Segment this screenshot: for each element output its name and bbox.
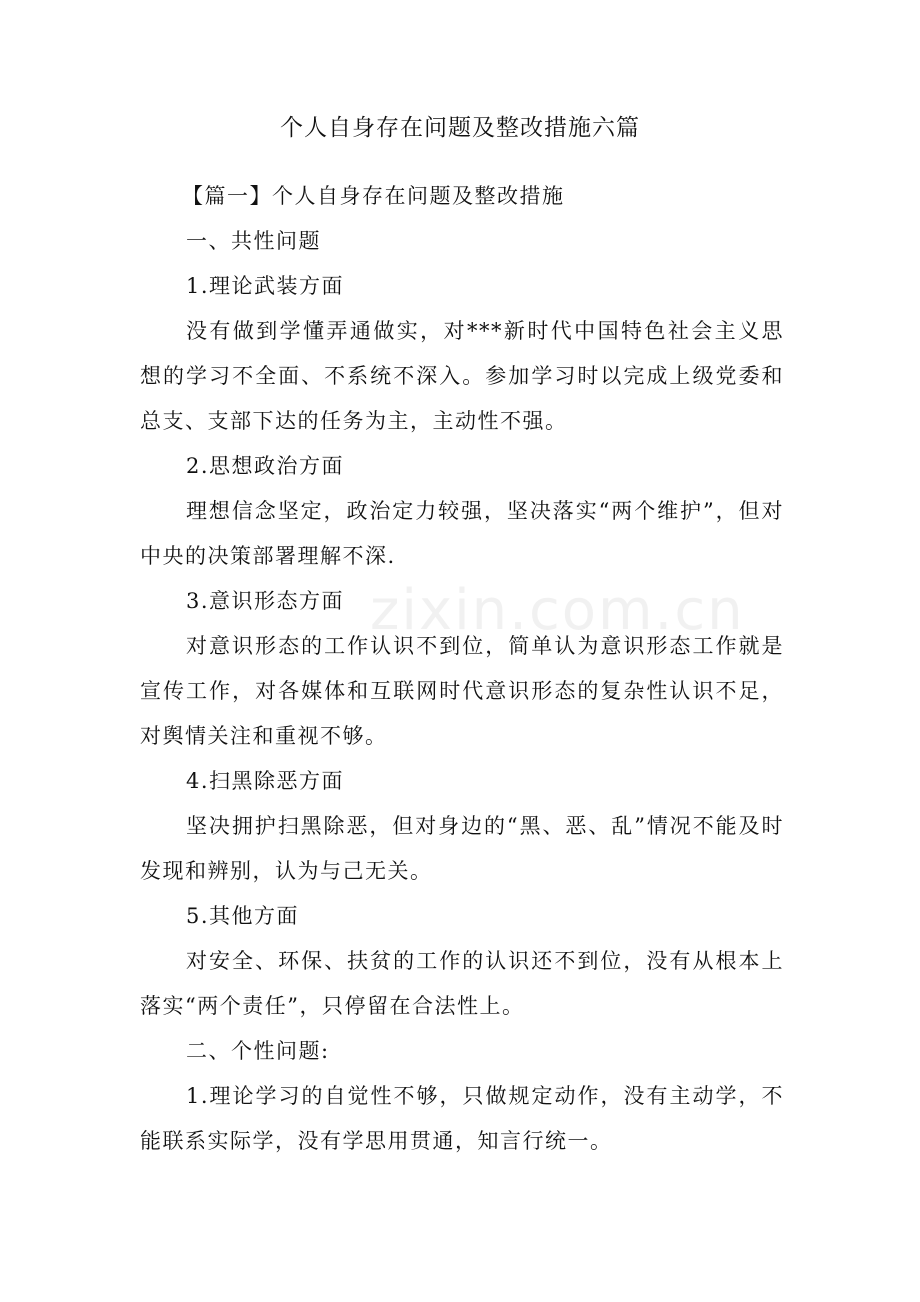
part2-paragraph-1: 1.理论学习的自觉性不够，只做规定动作，没有主动学，不能联系实际学，没有学思用贯通，知言行统一。 bbox=[140, 1084, 784, 1153]
watermark-text: zixin.com.cn bbox=[370, 578, 745, 643]
section-heading: 【篇一】个人自身存在问题及整改措施 bbox=[182, 184, 565, 208]
item-heading-4: 4.扫黑除恶方面 bbox=[186, 769, 345, 793]
item-paragraph-3: 对意识形态的工作认识不到位，简单认为意识形态工作就是宣传工作，对各媒体和互联网时代意识形态的复杂性认识不足，对舆情关注和重视不够。 bbox=[140, 634, 784, 748]
item-heading-1: 1.理论武装方面 bbox=[186, 274, 345, 298]
item-heading-3: 3.意识形态方面 bbox=[186, 589, 345, 613]
item-heading-2: 2.思想政治方面 bbox=[186, 454, 345, 478]
item-paragraph-2: 理想信念坚定，政治定力较强，坚决落实“两个维护”，但对中央的决策部署理解不深. bbox=[140, 499, 784, 568]
item-paragraph-4: 坚决拥护扫黑除恶，但对身边的“黑、恶、乱”情况不能及时发现和辨别，认为与己无关。 bbox=[140, 814, 784, 883]
part1-heading: 一、共性问题 bbox=[186, 229, 321, 253]
item-heading-5: 5.其他方面 bbox=[186, 904, 300, 928]
document-body bbox=[140, 174, 784, 1164]
item-paragraph-5: 对安全、环保、扶贫的工作的认识还不到位，没有从根本上落实“两个责任”，只停留在合法性上。 bbox=[140, 949, 784, 1018]
part2-heading: 二、个性问题: bbox=[186, 1039, 330, 1063]
document-title: 个人自身存在问题及整改措施六篇 bbox=[280, 115, 640, 141]
item-paragraph-1: 没有做到学懂弄通做实，对***新时代中国特色社会主义思想的学习不全面、不系统不深入。参加学习时以完成上级党委和总支、支部下达的任务为主，主动性不强。 bbox=[140, 319, 784, 433]
